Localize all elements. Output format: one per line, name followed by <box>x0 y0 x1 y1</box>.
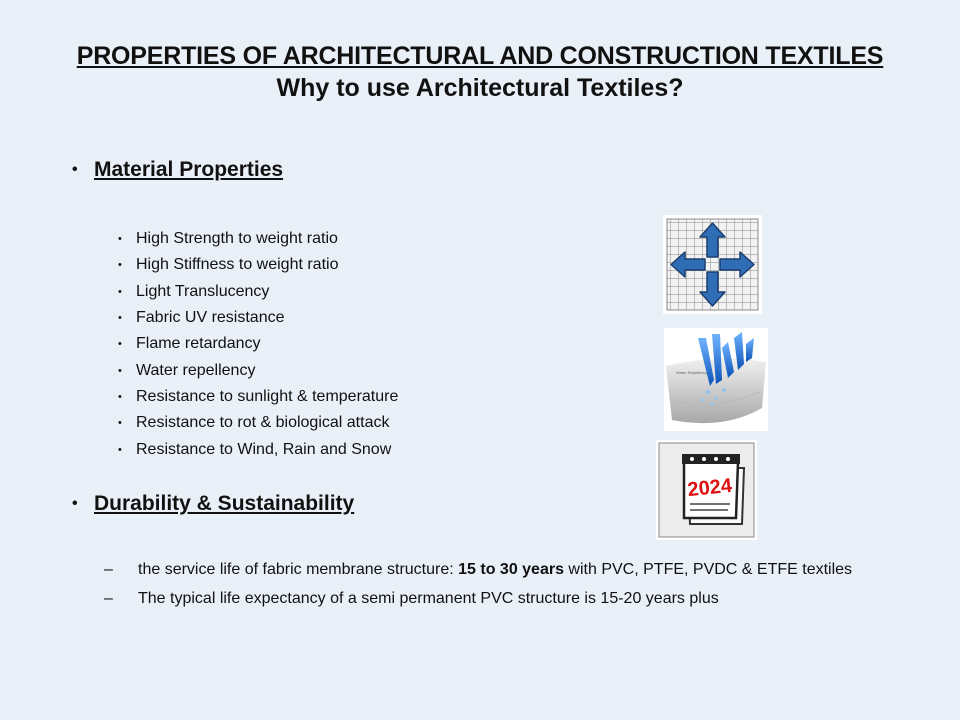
list-item: • Light Translucency <box>118 282 270 300</box>
list-item: • Flame retardancy <box>118 335 261 353</box>
list-item: – the service life of fabric membrane structure: 15 to 30 years with PVC, PTFE, PVDC & ETFE textiles <box>104 561 853 578</box>
durability-section <box>72 492 354 516</box>
title-main: PROPERTIES OF ARCHITECTURAL AND CONSTRUCTION TEXTILES <box>76 42 884 70</box>
material-heading: Material Properties <box>94 158 284 181</box>
grid-arrows-icon <box>663 215 762 314</box>
material-section <box>72 158 283 182</box>
durability-heading: Durability & Sustainability <box>94 492 355 515</box>
water-repellent-fabric-image <box>664 328 768 431</box>
material-list <box>118 226 398 463</box>
list-item: • Resistance to Wind, Rain and Snow <box>118 440 392 458</box>
list-item: • Water repellency <box>118 361 256 379</box>
water-caption: Water Repellency <box>676 370 708 375</box>
bullet: • <box>72 161 78 178</box>
list-item: • Resistance to sunlight & temperature <box>118 387 399 405</box>
list-item: • Fabric UV resistance <box>118 309 285 327</box>
durability-list <box>104 560 884 618</box>
slide-title <box>0 40 960 104</box>
list-item: • High Strength to weight ratio <box>118 230 338 248</box>
title-subtitle: Why to use Architectural Textiles? <box>276 74 684 102</box>
list-item: • High Stiffness to weight ratio <box>118 256 339 274</box>
calendar-year: 2024 <box>686 474 734 502</box>
bullet: • <box>72 495 78 512</box>
list-item: • Resistance to rot & biological attack <box>118 414 390 432</box>
calendar-icon <box>656 440 757 540</box>
list-item: – The typical life expectancy of a semi permanent PVC structure is 15-20 years plus <box>104 590 719 607</box>
